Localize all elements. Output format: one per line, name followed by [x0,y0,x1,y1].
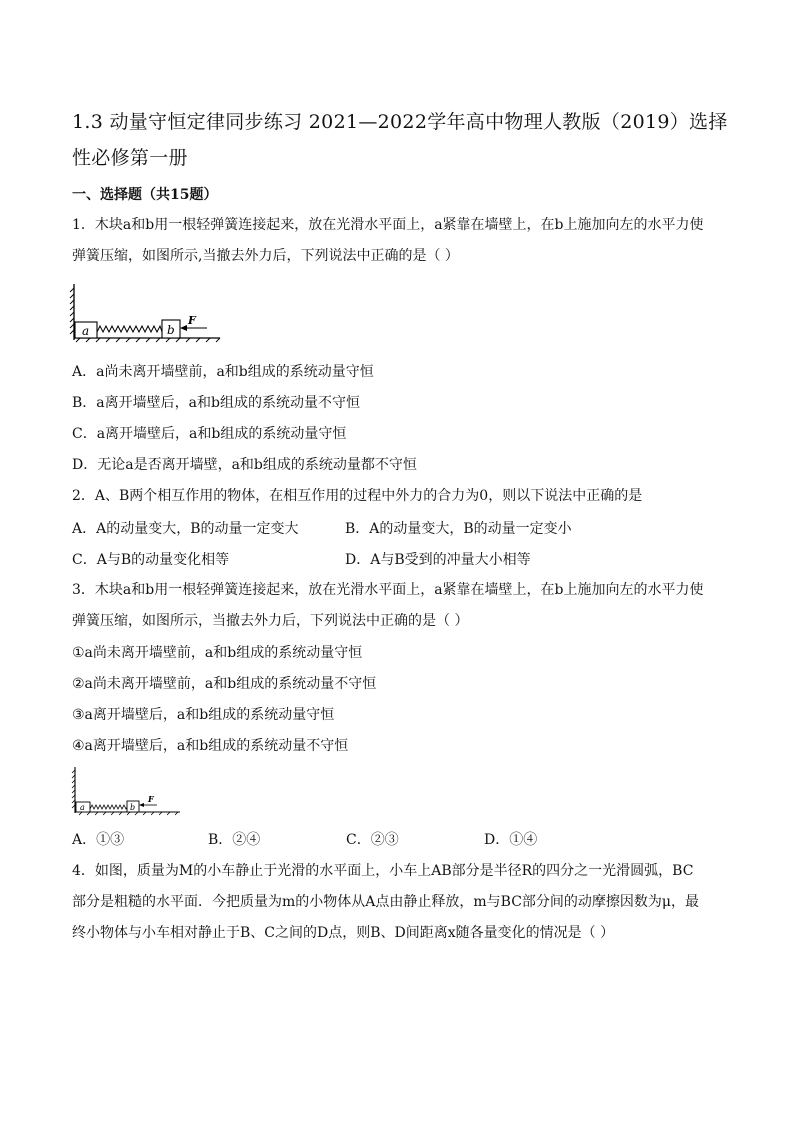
question-3-option-c: C．②③ [346,832,399,848]
question-2-option-b: B．A的动量变大，B的动量一定变小 [345,521,572,537]
question-3-text-line-1: 3．木块a和b用一根轻弹簧连接起来，放在光滑水平面上，a紧靠在墙壁上，在b上施加向左的水平力使 [72,582,704,598]
question-3-option-b: B．②④ [208,832,261,848]
question-3-option-a: A．①③ [72,832,125,848]
question-1-text-line-1: 1．木块a和b用一根轻弹簧连接起来，放在光滑水平面上，a紧靠在墙壁上，在b上施加向左的水平力使 [72,217,704,233]
question-4-text-line-2: 部分是粗糙的水平面．今把质量为m的小物体从A点由静止释放，m与BC部分间的动摩擦因数为μ，最 [72,894,700,910]
question-1-text-line-2: 弹簧压缩，如图所示,当撤去外力后，下列说法中正确的是（ ） [72,248,459,264]
question-2-text: 2．A、B两个相互作用的物体，在相互作用的过程中外力的合力为0，则以下说法中正确的是 [72,488,643,504]
question-4-text-line-1: 4．如图，质量为M的小车静止于光滑的水平面上，小车上AB部分是半径R的四分之一光滑圆弧，BC [72,863,694,879]
question-3-text-line-2: 弹簧压缩，如图所示，当撤去外力后，下列说法中正确的是（ ） [72,613,469,629]
section-heading: 一、选择题（共15题） [72,187,218,203]
question-3-option-d: D．①④ [484,832,538,848]
question-1-option-d: D．无论a是否离开墙壁，a和b组成的系统动量都不守恒 [72,457,417,473]
question-2-option-a: A．A的动量变大，B的动量一定变大 [72,521,299,537]
question-1-spring-figure [70,282,225,344]
question-3-statement-2: ②a尚未离开墙壁前，a和b组成的系统动量不守恒 [72,676,377,692]
force-label: F [188,314,196,327]
spring [97,326,162,332]
question-3-statement-4: ④a离开墙壁后，a和b组成的系统动量不守恒 [72,738,349,754]
force-label: F [148,794,154,804]
question-3-spring-figure [72,765,182,817]
question-1-option-b: B．a离开墙壁后，a和b组成的系统动量不守恒 [72,395,360,411]
block-b-label: b [167,323,175,337]
question-3-statement-1: ①a尚未离开墙壁前，a和b组成的系统动量守恒 [72,645,363,661]
question-1-option-c: C．a离开墙壁后，a和b组成的系统动量守恒 [72,426,347,442]
question-1-option-a: A．a尚未离开墙壁前，a和b组成的系统动量守恒 [72,364,374,380]
block-a-label: a [82,324,90,338]
block-a-label: a [80,803,85,812]
page-title: 1.3 动量守恒定律同步练习 2021—2022学年高中物理人教版（2019）选择性必修第一册 [72,111,728,169]
question-4-text-line-3: 终小物体与小车相对静止于B、C之间的D点，则B、D间距离x随各量变化的情况是（ ） [72,925,615,941]
block-b-label: b [130,803,136,812]
question-2-option-c: C．A与B的动量变化相等 [72,552,230,568]
spring [90,805,127,809]
question-3-statement-3: ③a离开墙壁后，a和b组成的系统动量守恒 [72,707,335,723]
question-2-option-d: D．A与B受到的冲量大小相等 [345,552,531,568]
